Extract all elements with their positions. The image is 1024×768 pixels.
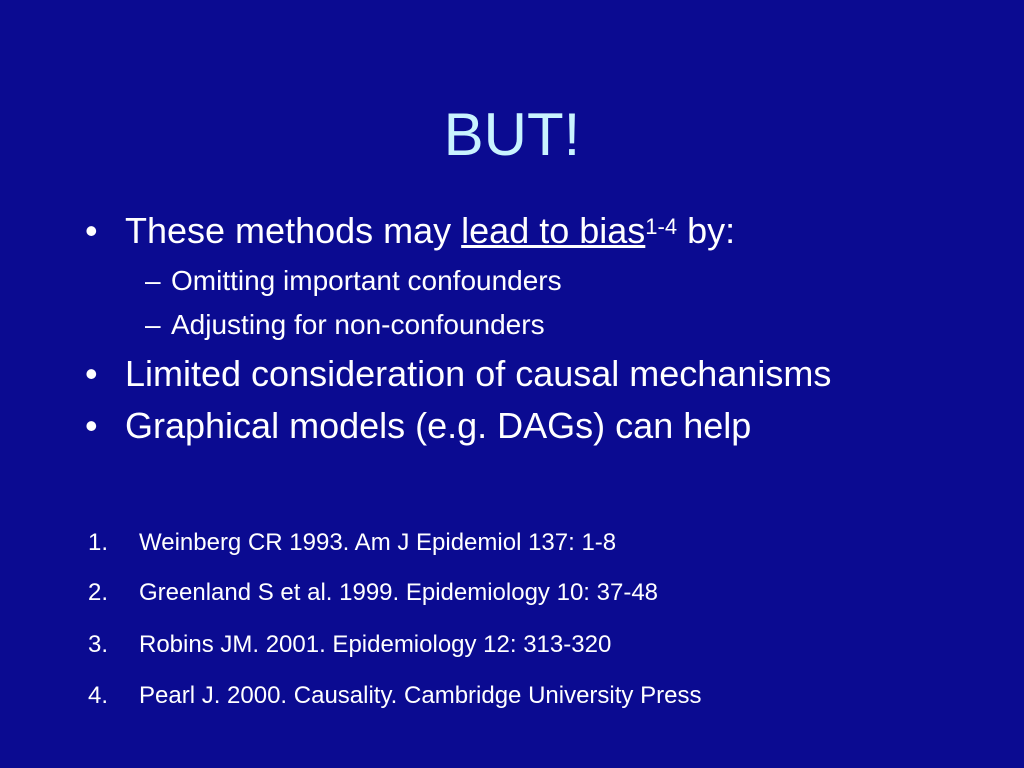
bullet-marker: • <box>85 405 98 446</box>
bullet-text-before: These methods may <box>125 210 462 251</box>
reference-number: 3. <box>88 631 109 658</box>
reference-number: 2. <box>88 579 109 606</box>
lead-to-bias-link[interactable]: lead to bias <box>461 210 646 251</box>
subbullet-text: Omitting important confounders <box>171 265 562 296</box>
reference-text: Pearl J. 2000. Causality. Cambridge University Press <box>139 682 702 709</box>
bullet-text: Graphical models (e.g. DAGs) can help <box>125 405 752 446</box>
reference-superscript: 1-4 <box>645 214 678 239</box>
subbullet-text: Adjusting for non-confounders <box>171 309 545 340</box>
reference-number: 1. <box>88 529 109 556</box>
subbullet-marker: – <box>145 265 161 296</box>
subbullet-marker: – <box>145 309 161 340</box>
bullet-text-after: by: <box>677 210 736 251</box>
reference-text: Robins JM. 2001. Epidemiology 12: 313-320 <box>139 631 612 658</box>
slide-title: BUT! <box>443 101 581 168</box>
reference-number: 4. <box>88 682 109 709</box>
bullet-marker: • <box>85 210 98 251</box>
bullet-text <box>125 210 735 252</box>
reference-text: Weinberg CR 1993. Am J Epidemiol 137: 1-8 <box>139 529 617 556</box>
bullet-marker: • <box>85 353 98 394</box>
reference-text: Greenland S et al. 1999. Epidemiology 10: 37-48 <box>139 579 659 606</box>
bullet-text: Limited consideration of causal mechanisms <box>125 353 832 394</box>
